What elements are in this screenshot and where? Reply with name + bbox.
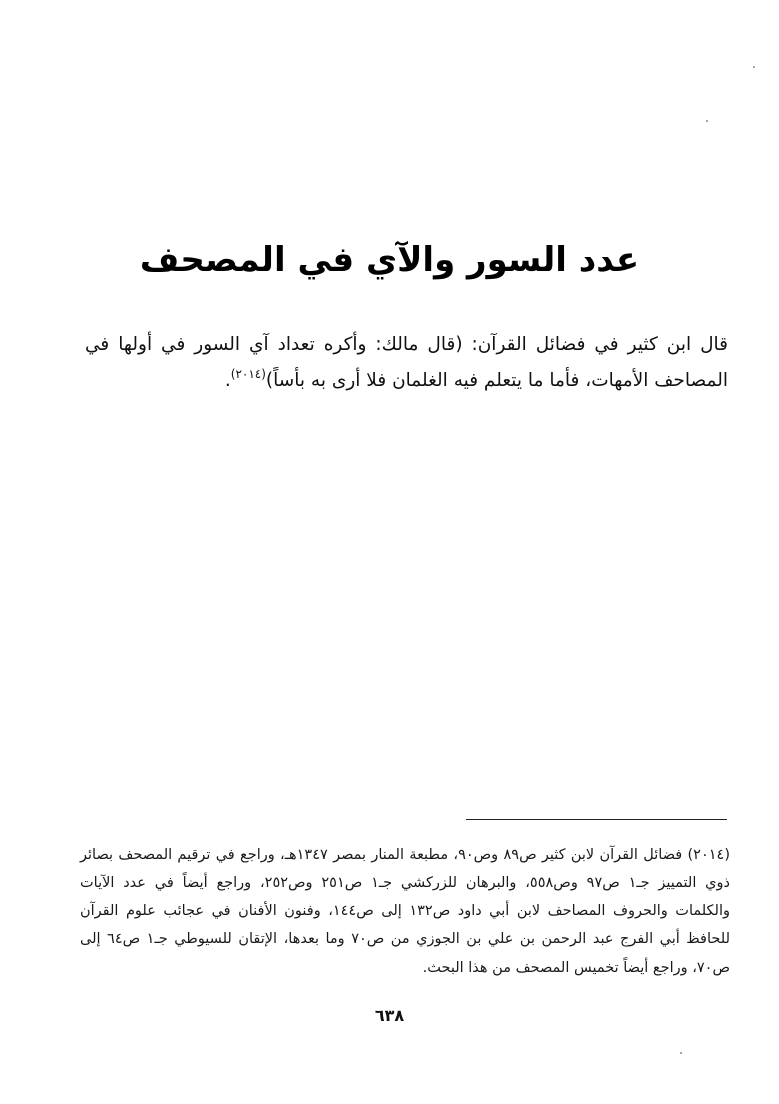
footnote: (٢٠١٤) فضائل القرآن لابن كثير ص٨٩ وص٩٠، مطبعة المنار بمصر ١٣٤٧هـ، وراجع في ترقيم المصحف بصائر ذوي التمييز جـ١ ص٩٧ وص٥٥٨، والبرهان للزركشي جـ١ ص٢٥١ وص٢٥٢، وراجع أيضاً في عدد الآيات والكلمات والحروف المصاحف لابن أبي داود ص١٣٢ إلى ص١٤٤، وفنون الأفنان في عجائب علوم القرآن للحافظ أبي الفرج عبد الرحمن بن علي بن الجوزي من ص٧٠ وما بعدها، الإتقان للسيوطي جـ١ ص٦٤ إلى ص٧٠، وراجع أيضاً تخميس المصحف من هذا البحث. (80, 846, 731, 976)
chapter-title: عدد السور والآي في المصحف (139, 239, 640, 280)
footnote-separator (466, 819, 727, 820)
body-text: قال ابن كثير في فضائل القرآن: (قال مالك: وأكره تعداد آي السور في أولها في المصاحف الأمهات، فأما ما يتعلم فيه الغلمان فلا أرى به بأساً) (85, 333, 728, 391)
page-number: ٦٣٨ (374, 1006, 405, 1025)
scan-speck (680, 1052, 682, 1054)
body-paragraph (85, 327, 728, 399)
scan-speck (706, 120, 708, 122)
body-end-punctuation: . (224, 369, 231, 391)
scan-speck (753, 66, 755, 68)
footnote-reference: (٢٠١٤) (230, 366, 266, 381)
